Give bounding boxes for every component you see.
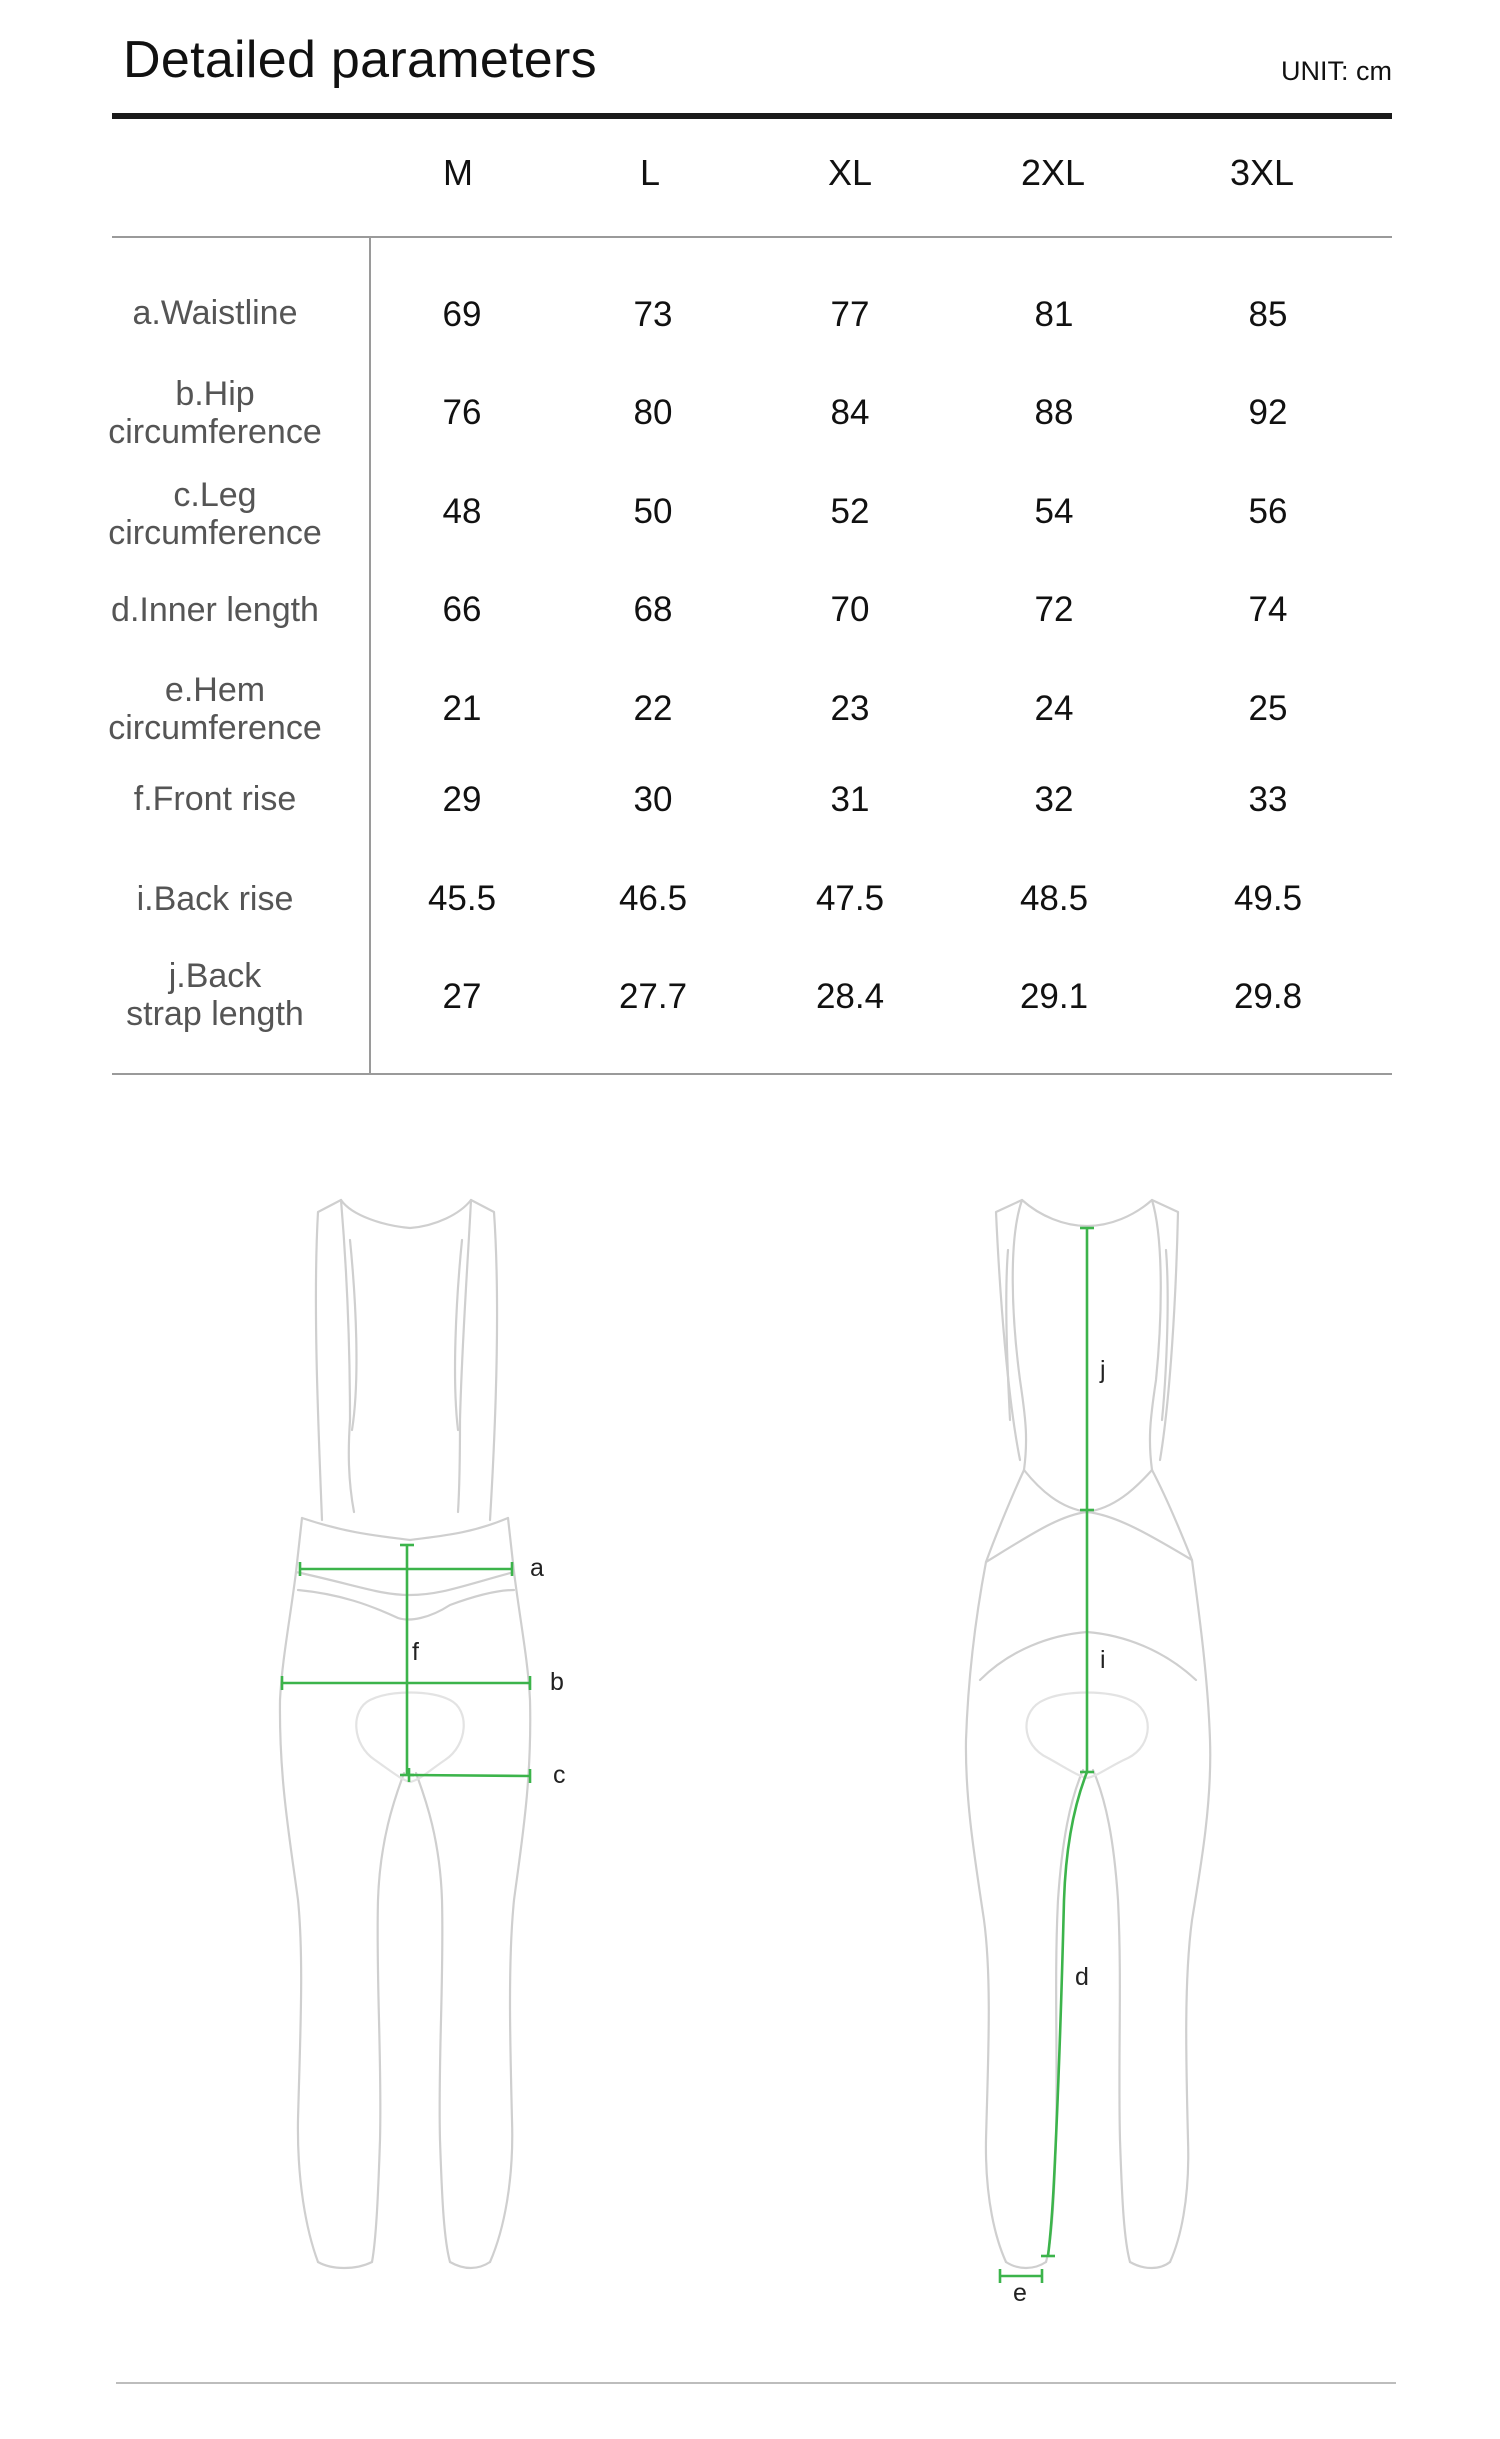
row-label-leg: c.Leg circumference <box>108 476 322 552</box>
size-header-l: L <box>639 152 661 193</box>
table-cell: 32 <box>1034 780 1074 819</box>
table-cell: 29.1 <box>1019 977 1089 1016</box>
table-cell: 66 <box>442 590 482 629</box>
table-cell: 54 <box>1034 492 1074 531</box>
row-label-waistline: a.Waistline <box>132 294 298 332</box>
table-cell: 23 <box>830 689 870 728</box>
table-cell: 21 <box>442 689 482 728</box>
table-cell: 22 <box>633 689 673 728</box>
label-c: c <box>553 1761 566 1789</box>
table-cell: 25 <box>1248 689 1288 728</box>
table-cell: 29 <box>442 780 482 819</box>
table-cell: 72 <box>1034 590 1074 629</box>
table-cell: 50 <box>633 492 673 531</box>
table-cell: 46.5 <box>618 879 688 918</box>
label-i: i <box>1100 1646 1106 1674</box>
unit-label: UNIT: cm <box>1281 56 1392 86</box>
table-cell: 76 <box>442 393 482 432</box>
table-cell: 70 <box>830 590 870 629</box>
row-label-inner-length: d.Inner length <box>111 591 319 629</box>
table-cell: 33 <box>1248 780 1288 819</box>
table-cell: 47.5 <box>815 879 885 918</box>
table-cell: 28.4 <box>815 977 885 1016</box>
table-cell: 73 <box>633 295 673 334</box>
size-header-m: M <box>443 152 473 193</box>
label-d: d <box>1075 1963 1089 1991</box>
table-cell: 68 <box>633 590 673 629</box>
table-cell: 74 <box>1248 590 1288 629</box>
label-b: b <box>550 1668 564 1696</box>
size-header-xl: XL <box>827 152 873 193</box>
table-cell: 84 <box>830 393 870 432</box>
table-cell: 81 <box>1034 295 1074 334</box>
front-garment-outline <box>280 1200 530 2268</box>
table-cell: 92 <box>1248 393 1288 432</box>
table-cell: 48 <box>442 492 482 531</box>
table-cell: 27 <box>442 977 482 1016</box>
label-j: j <box>1100 1356 1106 1384</box>
front-measure-lines <box>282 1545 530 1783</box>
row-label-hem: e.Hem circumference <box>108 671 322 747</box>
table-cell: 52 <box>830 492 870 531</box>
table-cell: 88 <box>1034 393 1074 432</box>
table-cell: 77 <box>830 295 870 334</box>
table-cell: 48.5 <box>1019 879 1089 918</box>
size-header-2xl: 2XL <box>1020 152 1086 193</box>
table-cell: 24 <box>1034 689 1074 728</box>
label-e: e <box>1013 2279 1027 2307</box>
table-cell: 56 <box>1248 492 1288 531</box>
row-label-hip: b.Hip circumference <box>108 375 322 451</box>
label-f: f <box>412 1638 419 1666</box>
table-cell: 69 <box>442 295 482 334</box>
row-label-front-rise: f.Front rise <box>133 780 297 818</box>
row-label-back-rise: i.Back rise <box>136 880 294 918</box>
table-cell: 30 <box>633 780 673 819</box>
table-cell: 49.5 <box>1233 879 1303 918</box>
table-cell: 29.8 <box>1233 977 1303 1016</box>
size-header-3xl: 3XL <box>1229 152 1295 193</box>
row-label-back-strap: j.Back strap length <box>126 957 304 1033</box>
table-cell: 27.7 <box>618 977 688 1016</box>
back-measure-lines <box>1000 1228 1094 2283</box>
table-cell: 85 <box>1248 295 1288 334</box>
page-title: Detailed parameters <box>123 31 597 89</box>
label-a: a <box>530 1554 544 1582</box>
footer-rule <box>116 2382 1396 2384</box>
table-cell: 80 <box>633 393 673 432</box>
table-cell: 31 <box>830 780 870 819</box>
table-cell: 45.5 <box>427 879 497 918</box>
